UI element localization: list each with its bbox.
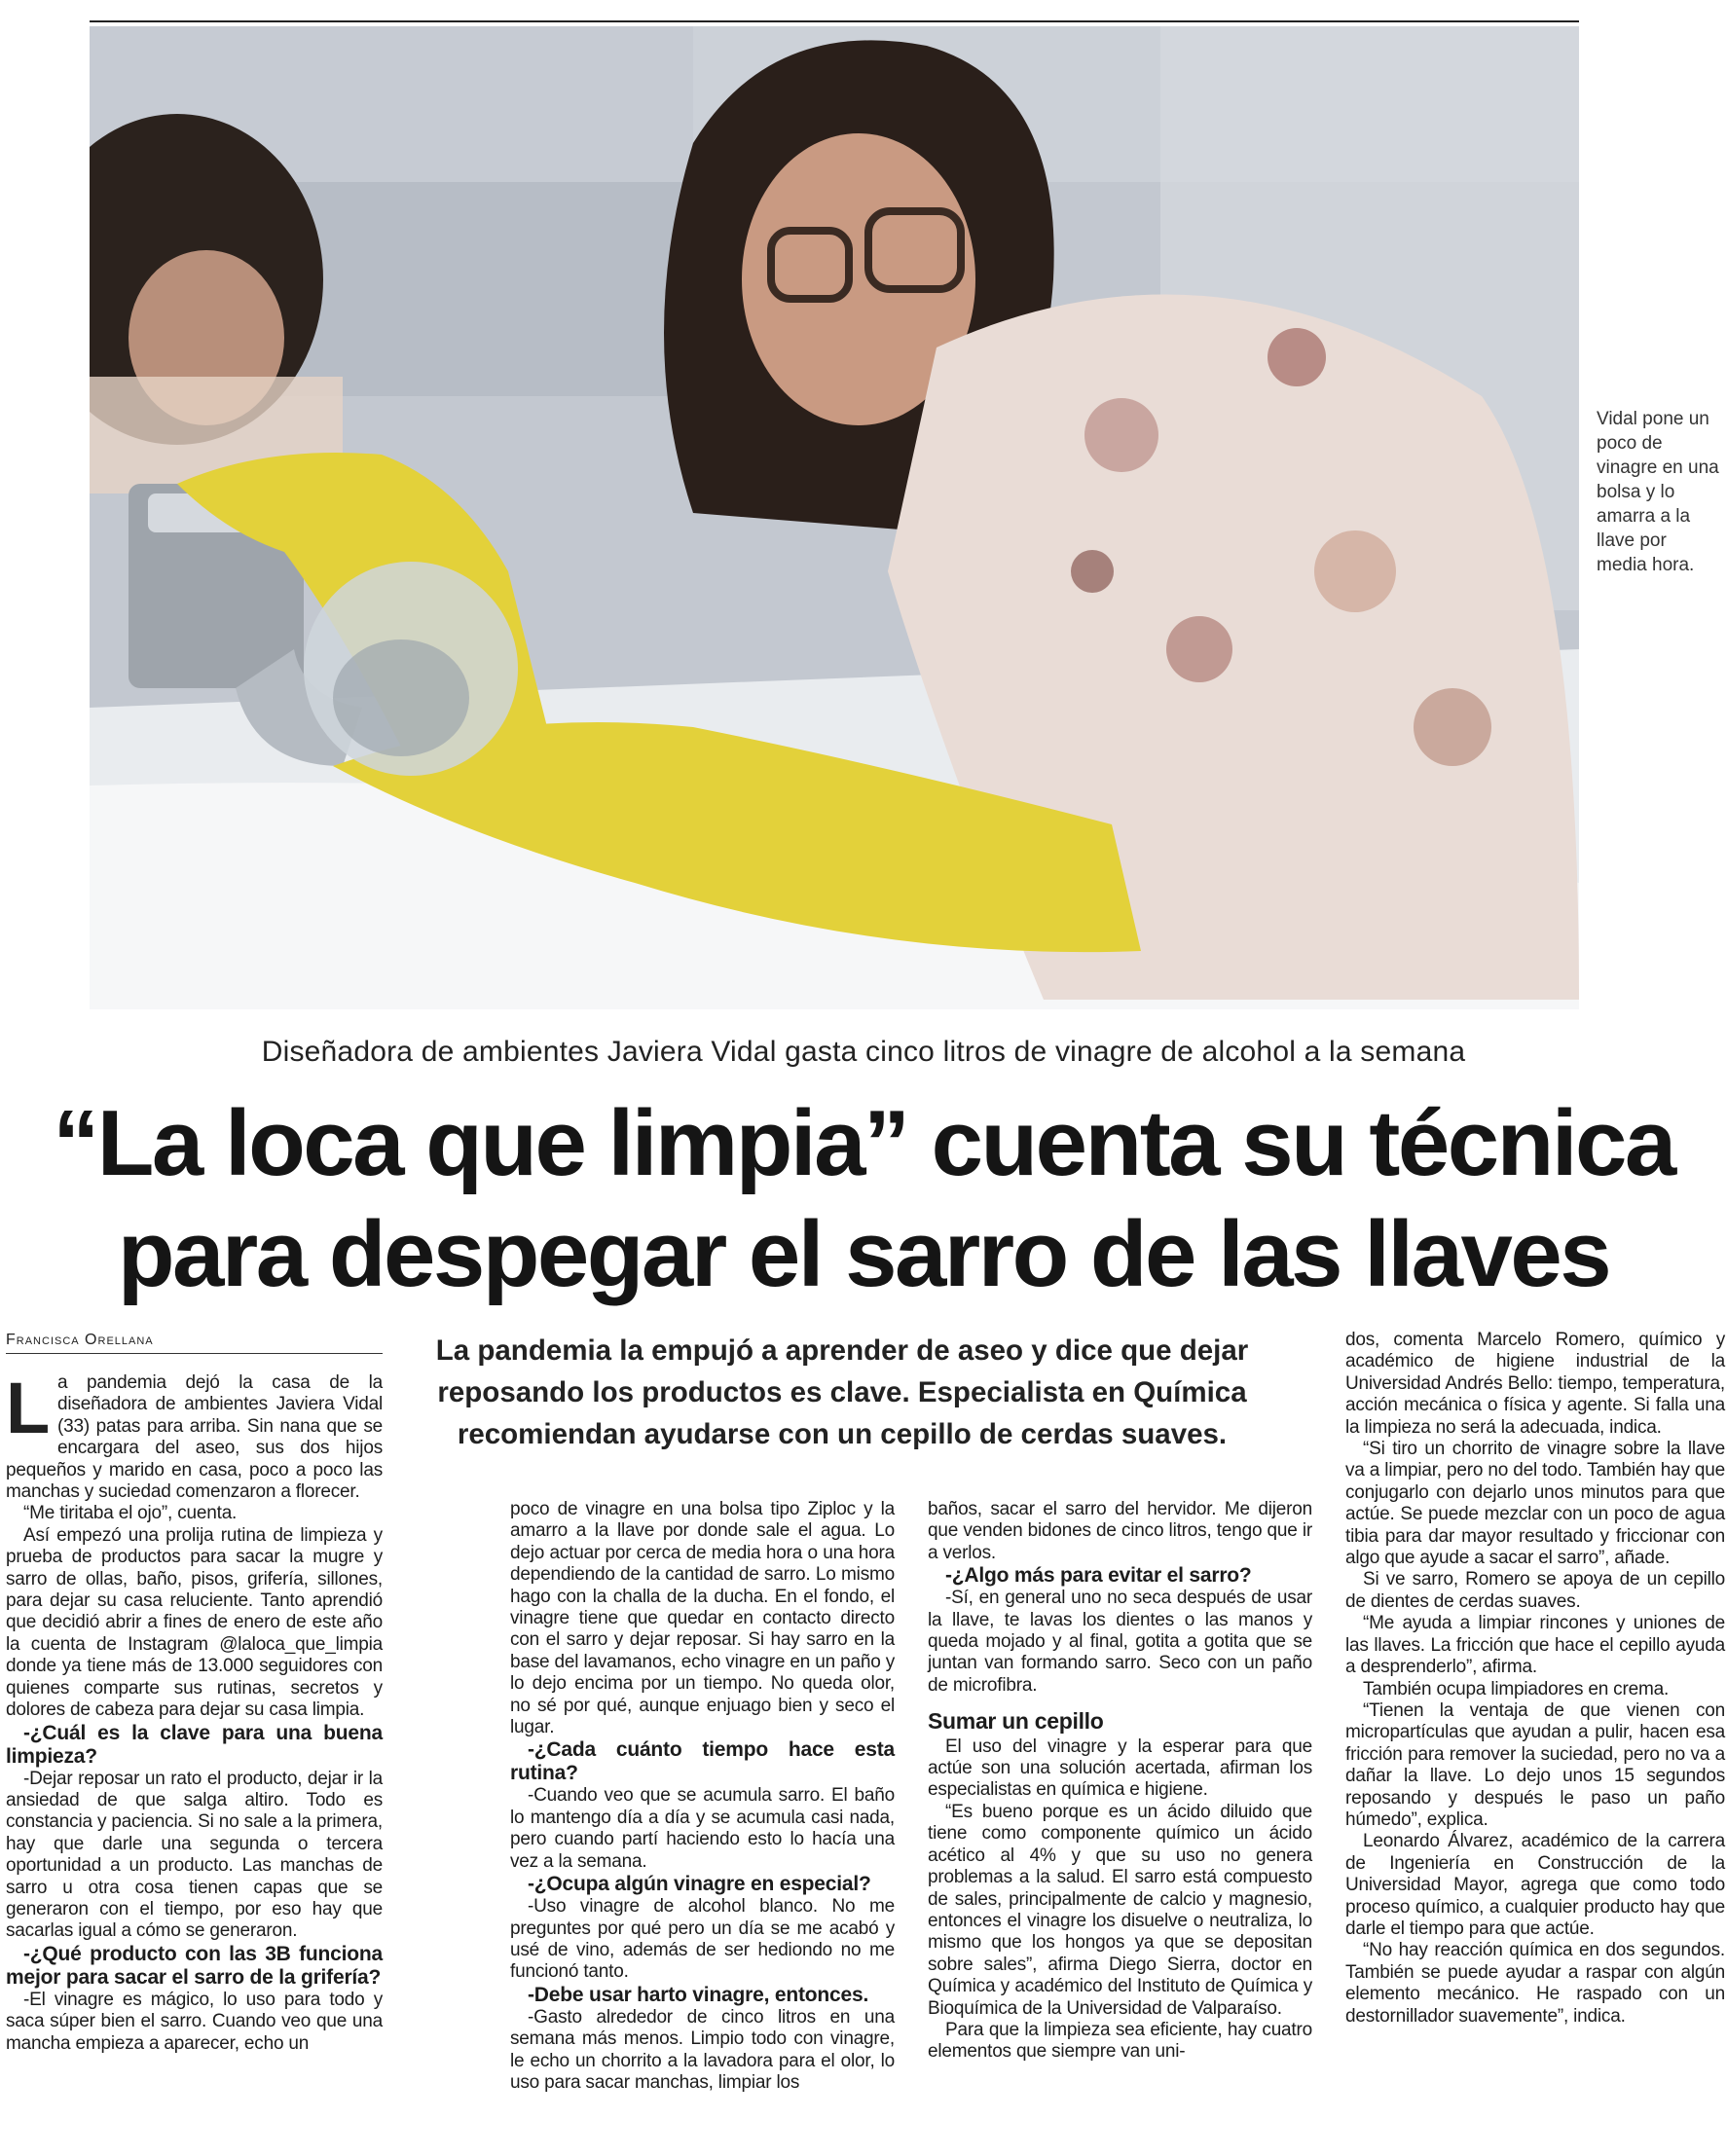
interview-question: -¿Qué producto con las 3B funciona mejor para sacar el sarro de la grifería? xyxy=(6,1942,383,1989)
paragraph: -Gasto alrededor de cinco litros en una semana más menos. Limpio todo con vinagre, le echo un chorrito a la lavadora para el olor, lo uso para sacar manchas, limpiar los xyxy=(510,2006,895,2093)
paragraph: “Si tiro un chorrito de vinagre sobre la llave va a limpiar, pero no del todo. También hay que conjugarlo con dejarlo unos minutos para que actúe. Se puede mezclar con un poco de agua tibia para dar mayor resultado y friccionar con algo que ayude a sacar el sarro”, añade. xyxy=(1345,1439,1725,1569)
byline: Francisca Orellana xyxy=(6,1332,383,1354)
paragraph: -Cuando veo que se acumula sarro. El baño lo mantengo día a día y se acumula casi nada, pero cuando partí haciendo esto lo hacía una vez a la semana. xyxy=(510,1785,895,1872)
paragraph-text: a pandemia dejó la casa de la diseñadora de ambientes Javiera Vidal (33) patas para arriba. Sin nana que se encargara del aseo, sus dos hijos pequeños y marido en casa, poco a poco las manchas y suciedad comenzaron a florecer. xyxy=(6,1372,383,1503)
interview-question: -¿Algo más para evitar el sarro? xyxy=(945,1564,1252,1588)
paragraph: “Me ayuda a limpiar rincones y uniones de las llaves. La fricción que hace el cepillo ayuda a desprenderlo”, afirma. xyxy=(1345,1613,1725,1678)
paragraph: Para que la limpieza sea eficiente, hay cuatro elementos que siempre van uni- xyxy=(928,2019,1312,2063)
paragraph: baños, sacar el sarro del hervidor. Me dijeron que venden bidones de cinco litros, tengo que ir a verlos. xyxy=(928,1499,1312,1563)
section-subhead: Sumar un cepillo xyxy=(928,1708,1104,1735)
article-kicker: Diseñadora de ambientes Javiera Vidal gasta cinco litros de vinagre de alcohol a la semana xyxy=(261,1036,1466,1068)
paragraph: Así empezó una prolija rutina de limpieza y prueba de productos para sacar la mugre y sarro de ollas, baño, pisos, grifería, sillones, para dejar su casa reluciente. Tanto aprendió que decidió abrir a fines de enero de este año la cuenta de Instagram @laloca_que_limpia donde ya tiene más de 13.000 seguidores con quienes comparte sus rutinas, secretos y dolores de cabeza para dejar su casa limpia. xyxy=(6,1524,383,1721)
article-headline xyxy=(0,1088,1727,1310)
interview-question: -¿Ocupa algún vinagre en especial? xyxy=(528,1873,871,1896)
paragraph: “No hay reacción química en dos segundos. También se puede ayudar a raspar con algún elemento mecánico. He raspado con un destornillador suavemente”, indica. xyxy=(1345,1940,1725,2027)
paragraph: Leonardo Álvarez, académico de la carrera de Ingeniería en Construcción de la Universidad Mayor, agrega que como todo proceso químico, a cualquier producto hay que darle el tiempo para que actúe. xyxy=(1345,1831,1725,1939)
article-photo xyxy=(90,26,1579,1009)
text-column-2 xyxy=(510,1499,895,2094)
photo-illustration xyxy=(90,26,1579,1009)
paragraph: -Dejar reposar un rato el producto, dejar ir la ansiedad de que salga altiro. Todo es constancia y paciencia. Si no sale a la primera, hay que darle una segunda o tercera oportunidad a un producto. Las manchas de sarro u otra cosa tienen capas que se generaron con el tiempo, por eso hay que sacarlas igual a cómo se generaron. xyxy=(6,1768,383,1942)
text-column-1 xyxy=(6,1368,383,2055)
paragraph: -El vinagre es mágico, lo uso para todo y saca súper bien el sarro. Cuando veo que una mancha empieza a aparecer, echo un xyxy=(6,1989,383,2054)
paragraph: poco de vinagre en una bolsa tipo Ziploc y la amarro a la llave por donde sale el agua. Lo dejo actuar por cerca de media hora o una hora dependiendo de la cantidad de sarro. Lo mismo hago con la challa de la ducha. En el fondo, el vinagre tiene que quedar en contacto directo con el sarro y dejar reposar. Si hay sarro en la base del lavamanos, echo vinagre en un paño y lo dejo encima por un tiempo. No queda olor, no sé por qué, aunque enjuago bien y seco el lugar. xyxy=(510,1499,895,1738)
headline-line-1: “La loca que limpia” cuenta su técnica xyxy=(53,1091,1674,1195)
paragraph: “Es bueno porque es un ácido diluido que tiene como componente químico un ácido acético al 4% y que su uso no genera problemas a la salud. El sarro está compuesto de sales, principalmente de calcio y magnesio, entonces el vinagre los disuelve o neutraliza, lo mismo que los hongos ya que se depositan sobre sales”, afirma Diego Sierra, doctor en Química y académico del Instituto de Química y Bioquímica de la Universidad de Valparaíso. xyxy=(928,1801,1312,2019)
text-column-3 xyxy=(928,1499,1312,2064)
photo-caption: Vidal pone un poco de vinagre en una bolsa y lo amarra a la llave por media hora. xyxy=(1597,409,1719,575)
paragraph: “Me tiritaba el ojo”, cuenta. xyxy=(23,1503,238,1524)
paragraph: “Tienen la ventaja de que vienen con micropartículas que ayudan a pulir, hacen esa fricción para remover la suciedad, pero no va a dañar la llave. Lo dejo unos 15 segundos reposando y después le paso un paño húmedo”, explica. xyxy=(1345,1699,1725,1830)
paragraph: dos, comenta Marcelo Romero, químico y académico de higiene industrial de la Universidad Andrés Bello: tiempo, temperatura, acción mecánica o física y agente. Si falla una la limpieza no será la adecuada, indica. xyxy=(1345,1330,1725,1438)
paragraph: -Uso vinagre de alcohol blanco. No me preguntes por qué pero un día se me acabó y usé de vino, además de ser hediondo no me funcionó tanto. xyxy=(510,1896,895,1983)
paragraph: También ocupa limpiadores en crema. xyxy=(1363,1678,1670,1699)
article-deck: La pandemia la empujó a aprender de aseo y dice que dejar reposando los productos es clave. Especialista en Química recomiendan ayudarse con un cepillo de cerdas suaves. xyxy=(435,1334,1249,1450)
interview-question: -¿Cada cuánto tiempo hace esta rutina? xyxy=(510,1738,895,1785)
drop-cap: L xyxy=(6,1368,51,1448)
paragraph: -Sí, en general uno no seca después de usar la llave, te lavas los dientes o las manos y queda mojado y al final, gotita a gotita que se juntan van formando sarro. Seco con un paño de microfibra. xyxy=(928,1588,1312,1696)
headline-line-2: para despegar el sarro de las llaves xyxy=(117,1202,1610,1306)
paragraph xyxy=(6,1368,383,1503)
paragraph: El uso del vinagre y la esperar para que actúe son una solución acertada, afirman los especialistas en química e higiene. xyxy=(928,1736,1312,1801)
interview-question: -¿Cuál es la clave para una buena limpieza? xyxy=(6,1721,383,1768)
top-rule xyxy=(90,20,1579,22)
interview-question: -Debe usar harto vinagre, entonces. xyxy=(528,1983,869,2006)
text-column-4 xyxy=(1345,1330,1725,2028)
paragraph: Si ve sarro, Romero se apoya de un cepillo de dientes de cerdas suaves. xyxy=(1345,1569,1725,1612)
